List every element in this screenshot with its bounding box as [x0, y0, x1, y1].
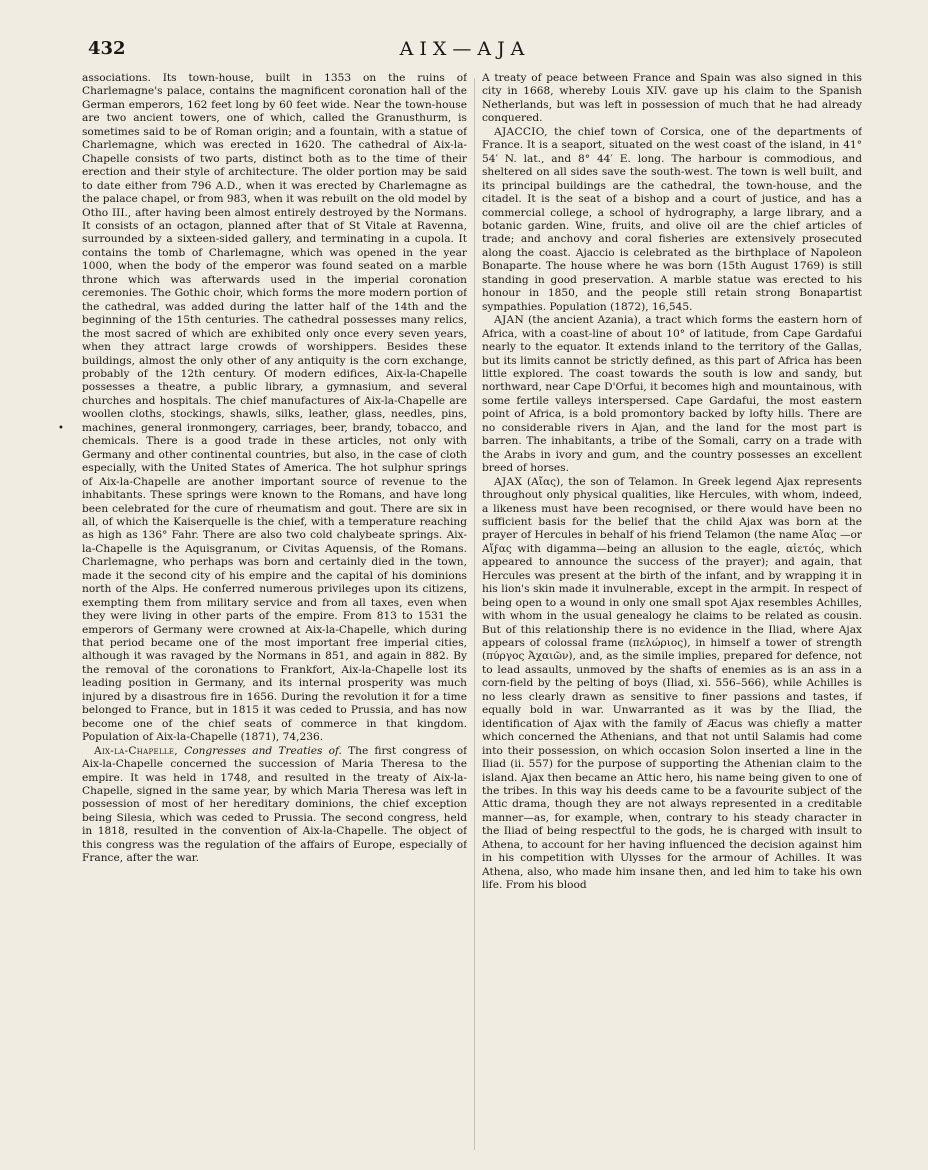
aix-congresses-entry: [82, 745, 467, 866]
ajaccio-entry: [482, 126, 862, 314]
page-header: [88, 38, 842, 64]
entry-body: (the ancient Azania), a tract which forms the eastern horn of Africa, with a coast-line of about 10° of latitude, from Cape Gardafui nearly to the equator. It extends inland to the territory of the Gallas, but its limits cannot be strictly defined, as this part of Africa has been little explored. The coast towards the south is low and sandy, but northward, near Cape D'Orfui, it becomes high and mountainous, with some fertile valleys interspersed. Cape Gardafui, the most eastern point of Africa, is a bold promontory backed by lofty hills. There are no considerable rivers in Ajan, and the land for the most part is barren. The inhabitants, a tribe of the Somali, carry on a trade with the Arabs in ivory and gum, and the country possesses an excellent breed of horses.: [482, 314, 862, 475]
margin-mark: •: [58, 423, 64, 434]
entry-body: the chief town of Corsica, one of the departments of France. It is a seaport, situated on the west coast of the island, in 41° 54′ N. lat., and 8° 44′ E. long. The harbour is commodious, and sheltered on all sides save the south-west. The town is well built, and its principal buildings are the cathedral, the town-house, and the citadel. It is the seat of a bishop and a court of justice, and has a commercial college, a school of hydrography, a large library, and a botanic garden. Wine, fruits, and olive oil are the chief articles of trade; and anchovy and coral fisheries are extensively prosecuted along the coast. Ajaccio is celebrated as the birthplace of Napoleon Bonaparte. The house where he was born (15th August 1769) is still standing in good preservation. A marble statue was erected to his honour in 1850, and the people still retain strong Bonapartist sympathies. Population (1872), 16,545.: [482, 125, 862, 313]
ajax-entry: [482, 476, 862, 893]
treaty-continuation: A treaty of peace between France and Spain was also signed in this city in 1668, whereby Louis XIV. gave up his claim to the Spanish Netherlands, but was left in possession of much that he had already conquered.: [482, 72, 862, 125]
entry-headword: AJAN: [494, 314, 525, 327]
column-divider: [474, 78, 475, 1150]
page-number: 432: [88, 38, 126, 59]
right-column: [482, 72, 862, 1152]
ajan-entry: [482, 314, 862, 475]
aix-la-chapelle-continuation: associations. Its town-house, built in 1353 on the ruins of Charlemagne's palace, contains the magnificent coronation hall of the German emperors, 162 feet long by 60 feet wide. Near the town-house are two ancient towers, one of which, called the Granusthurm, is sometimes said to be of Roman origin; and a fountain, with a statue of Charlemagne, which was erected in 1620. The cathedral of Aix-la-Chapelle consists of two parts, distinct both as to the time of their erection and their style of architecture. The older portion may be said to date either from 796 A.D., when it was erected by Charlemagne as the palace chapel, or from 983, when it was rebuilt on the old model by Otho III., after having been almost entirely destroyed by the Normans. It consists of an octagon, planned after that of St Vitale at Ravenna, surrounded by a sixteen-sided gallery, and terminating in a cupola. It contains the tomb of Charlemagne, which was opened in the year 1000, when the body of the emperor was found seated on a marble throne which was afterwards used in the imperial coronation ceremonies. The Gothic choir, which forms the more modern portion of the cathedral, was added during the latter half of the 14th and the beginning of the 15th centuries. The cathedral possesses many relics, the most sacred of which are exhibited only once every seven years, when they attract large crowds of worshippers. Besides these buildings, almost the only other of any antiquity is the corn exchange, probably of the 12th century. Of modern edifices, Aix-la-Chapelle possesses a theatre, a public library, a gymnasium, and several churches and hospitals. The chief manufactures of Aix-la-Chapelle are woollen cloths, stockings, shawls, silks, leather, glass, needles, pins, machines, general ironmongery, carriages, beer, brandy, tobacco, and chemicals. There is a good trade in these articles, not only with Germany and other continental countries, but also, in the case of cloth especially, with the United States of America. The hot sulphur springs of Aix-la-Chapelle are another important source of revenue to the inhabitants. These springs were known to the Romans, and have long been celebrated for the cure of rheumatism and gout. There are six in all, of which the Kaiserquelle is the chief, with a temperature reaching as high as 136° Fahr. There are also two cold chalybeate springs. Aix-la-Chapelle is the Aquisgranum, or Civitas Aquensis, of the Romans. Charlemagne, who perhaps was born and certainly died in the town, made it the second city of his empire and the capital of his dominions north of the Alps. He conferred numerous privileges upon its citizens, exempting them from military service and from all taxes, even when they were living in other parts of the empire. From 813 to 1531 the emperors of Germany were crowned at Aix-la-Chapelle, which during that period became one of the most important free imperial cities, although it was ravaged by the Normans in 851, and again in 882. By the removal of the coronations to Frankfort, Aix-la-Chapelle lost its leading position in Germany, and its internal prosperity was much injured by a disastrous fire in 1656. During the revolution it for a time belonged to France, but in 1815 it was ceded to Prussia, and has now become one of the chief seats of commerce in that kingdom. Population of Aix-la-Chapelle (1871), 74,236.: [82, 72, 467, 744]
entry-headword: Aix-la-Chapelle,: [94, 744, 178, 757]
entry-headword: AJACCIO,: [494, 125, 548, 138]
running-head: AIX—AJA: [399, 38, 531, 60]
left-column: [82, 72, 467, 1152]
entry-headword: AJAX: [494, 475, 523, 488]
entry-subtitle: Congresses and Treaties of.: [184, 744, 342, 757]
entry-body: (Αἴας), the son of Telamon. In Greek legend Ajax represents throughout only physical qualities, like Hercules, with whom, indeed, a likeness must have been recognised, or there would have been no sufficient basis for the belief that the child Ajax was born at the prayer of Hercules in behalf of his friend Telamon (the name Αἴας —or Αἴϝας with digamma—being an allusion to the eagle, αἰετός, which appeared to announce the success of the prayer); and again, that Hercules was present at the birth of the infant, and by wrapping it in his lion's skin made it invulnerable, except in the armpit. In respect of being open to a wound in only one small spot Ajax resembles Achilles, with whom in the usual genealogy he claims to be related as cousin. But of this relationship there is no evidence in the Iliad, where Ajax appears of colossal frame (πελώριος), in himself a tower of strength (πύργος Ἀχαιῶν), and, as the simile implies, prepared for defence, not to lead assaults, unmoved by the shafts of enemies as is an ass in a corn-field by the pelting of boys (Iliad, xi. 556–566), while Achilles is no less clearly drawn as sensitive to finer passions and tastes, if equally bold in war. Unwarranted as it was by the Iliad, the identification of Ajax with the family of Æacus was chiefly a matter which concerned the Athenians, and that not until Salamis had come into their possession, on which occasion Solon inserted a line in the Iliad (ii. 557) for the purpose of supporting the Athenian claim to the island. Ajax then became an Attic hero, his name being given to one of the tribes. In this way his deeds came to be a favourite subject of the Attic drama, though they are not always represented in a creditable manner—as, for example, when, contrary to his steady character in the Iliad of being respectful to the gods, he is charged with insult to Athena, to account for her having influenced the decision against him in his competition with Ulysses for the armour of Achilles. It was Athena, also, who made him insane then, and led him to take his own life. From his blood: [482, 475, 862, 892]
entry-body: The first congress of Aix-la-Chapelle concerned the succession of Maria Theresa to the empire. It was held in 1748, and resulted in the treaty of Aix-la-Chapelle, signed in the same year, by which Maria Theresa was left in possession of most of her hereditary dominions, the chief exception being Silesia, which was ceded to Prussia. The second congress, held in 1818, resulted in the convention of Aix-la-Chapelle. The object of this congress was the regulation of the affairs of Europe, especially of France, after the war.: [82, 744, 467, 865]
